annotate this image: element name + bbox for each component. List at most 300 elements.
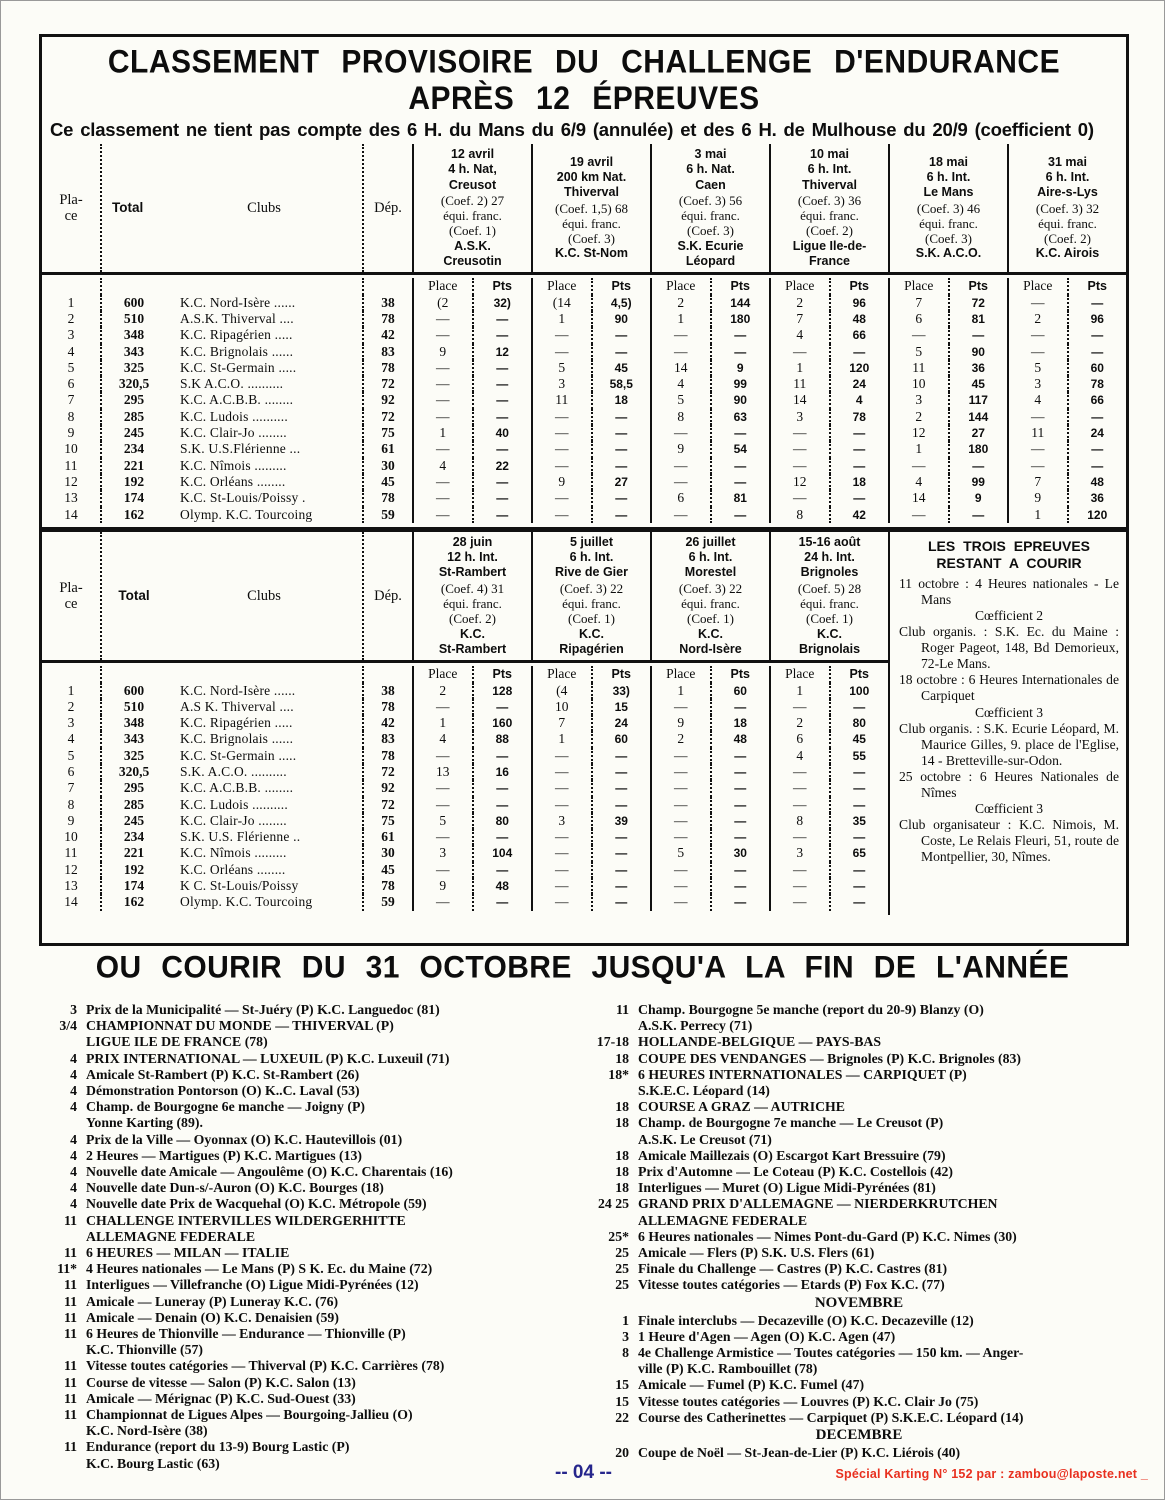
event-header <box>769 144 888 272</box>
subheader-pts-label: Pts <box>829 278 889 294</box>
rank-cell: 7 <box>67 780 75 796</box>
event-date-line: 4 h. Nat, <box>448 162 497 177</box>
event-pts-cell: — <box>710 862 770 878</box>
race-description-line: Nouvelle date Prix de Wacquehal (O) K.C. Métropole (59) <box>86 1196 427 1212</box>
event-place-cell: — <box>650 764 710 780</box>
event-date-line: 12 avril <box>450 147 495 161</box>
event-place-cell: — <box>531 878 591 894</box>
table2-header-row <box>42 532 888 663</box>
total-points-cell: 221 <box>100 845 166 861</box>
club-name-cell: K.C. Clair-Jo ........ <box>180 812 287 828</box>
race-description-line: Nouvelle date Dun-s/-Auron (O) K.C. Bourges (18) <box>86 1180 384 1196</box>
event-place-cell: — <box>412 748 472 764</box>
event-pts-cell: — <box>472 780 532 796</box>
race-date: 11 <box>615 1002 629 1017</box>
total-points-cell: 325 <box>100 748 166 764</box>
event-place-cell: 7 <box>531 715 591 731</box>
race-date: 18 <box>615 1099 629 1115</box>
event-place-cell: 4 <box>769 748 829 764</box>
event-place-cell: 1 <box>412 425 472 441</box>
club-name-cell: S.K. U.S. Flérienne .. <box>180 829 301 845</box>
total-points-cell: 162 <box>100 894 166 910</box>
race-description <box>638 1051 1133 1067</box>
event-place-cell: — <box>650 813 710 829</box>
race-description <box>638 1345 1133 1377</box>
panel-event-paragraph: 25 octobre : 6 Heures Nationales de Nîmes <box>899 768 1119 801</box>
event-place-cell: 4 <box>650 376 710 392</box>
event-place-cell: — <box>531 862 591 878</box>
race-item <box>43 1277 571 1293</box>
race-description <box>638 1394 1133 1410</box>
event-place-cell: — <box>650 748 710 764</box>
event-pts-cell: — <box>472 474 532 490</box>
race-date: 11* <box>57 1261 77 1277</box>
total-points-cell: 162 <box>100 507 166 523</box>
race-description-line: CHAMPIONNAT DU MONDE — THIVERVAL (P) <box>86 1018 394 1034</box>
club-name-cell: S.K. U.S.Flérienne ... <box>180 441 301 457</box>
event-place-cell: — <box>412 894 472 910</box>
event-place-cell: — <box>531 829 591 845</box>
event-place-cell: — <box>412 327 472 343</box>
event-place-cell: — <box>412 474 472 490</box>
rank-cell: 3 <box>67 327 75 343</box>
event-pts-cell: — <box>1067 327 1127 343</box>
event-place-cell: — <box>531 507 591 523</box>
event-place-cell: 9 <box>531 474 591 490</box>
club-name-cell: K.C. Nîmois ......... <box>180 845 287 861</box>
event-pts-cell: 40 <box>472 425 532 441</box>
race-date: 11 <box>63 1326 77 1342</box>
event-place-cell: — <box>1007 409 1067 425</box>
event-place-cell: 1 <box>412 715 472 731</box>
event-pts-cell: 60 <box>1067 360 1127 376</box>
panel-event-paragraph: 18 octobre : 6 Heures Internationales de Carpiquet <box>899 672 1119 704</box>
panel-title-line-1: LES TROIS EPREUVES <box>927 537 1091 554</box>
event-pts-cell: 128 <box>472 683 532 699</box>
race-description-line: Course de vitesse — Salon (P) K.C. Salon (13) <box>86 1374 356 1390</box>
classement-section <box>39 34 1129 946</box>
event-organizer-line: K.C. <box>579 626 604 641</box>
club-name-cell: K.C. Ludois .......... <box>180 796 288 812</box>
race-description-line: Championnat de Ligues Alpes — Bourgoing-Jallieu (O) <box>86 1407 413 1423</box>
event-coef-line: (Coef. 3) <box>925 231 972 247</box>
event-place-cell: 11 <box>531 392 591 408</box>
subheader-spacer <box>100 666 166 682</box>
panel-coefficient-line: Cœfficient 3 <box>974 801 1044 817</box>
event-place-cell: — <box>412 797 472 813</box>
event-pts-cell: — <box>472 409 532 425</box>
event-pts-cell: 160 <box>472 715 532 731</box>
race-description-line: CHALLENGE INTERVILLES WILDERGERHITTE <box>86 1212 406 1228</box>
event-place-cell: — <box>412 780 472 796</box>
event-pts-cell: — <box>472 748 532 764</box>
rank-cell: 8 <box>67 796 75 812</box>
event-pts-cell: 36 <box>1067 490 1127 506</box>
departement-cell: 30 <box>362 458 412 474</box>
race-description-line: ville (P) K.C. Rambouillet (78) <box>638 1361 818 1377</box>
event-place-cell: 2 <box>412 683 472 699</box>
rank-cell: 6 <box>67 376 75 392</box>
club-row <box>42 683 888 699</box>
event-date-line: 12 h. Int. <box>447 550 498 565</box>
event-place-cell: — <box>650 894 710 910</box>
race-description <box>638 1196 1133 1228</box>
race-item <box>585 1034 1133 1050</box>
col-header-total: Total <box>100 144 166 272</box>
race-description <box>638 1445 1133 1461</box>
race-description-line: Interligues — Villefranche (O) Ligue Midi-Pyrénées (12) <box>86 1277 419 1293</box>
event-organizer-line: K.C. St-Nom <box>555 246 628 261</box>
race-description <box>86 1213 571 1245</box>
event-place-cell: — <box>531 894 591 910</box>
departement-cell: 72 <box>362 409 412 425</box>
race-item <box>585 1377 1133 1393</box>
rank-cell: 14 <box>64 506 78 522</box>
event-header <box>531 144 650 272</box>
race-item <box>43 1148 571 1164</box>
race-item <box>585 1099 1133 1115</box>
event-pts-cell: 48 <box>710 731 770 747</box>
event-place-cell: 1 <box>1007 507 1067 523</box>
event-place-cell: 9 <box>412 878 472 894</box>
event-place-cell: 1 <box>769 360 829 376</box>
race-description <box>638 1148 1133 1164</box>
departement-cell: 72 <box>362 764 412 780</box>
club-row <box>42 360 1126 376</box>
event-place-cell: — <box>650 797 710 813</box>
event-place-cell: — <box>769 425 829 441</box>
event-pts-cell: 180 <box>710 311 770 327</box>
race-date: 4 <box>70 1164 77 1180</box>
club-name-cell: Olymp. K.C. Tourcoing <box>180 506 313 522</box>
event-coef-line: (Coef. 3) <box>687 223 734 239</box>
event-place-cell: 14 <box>650 360 710 376</box>
event-place-cell: — <box>531 425 591 441</box>
event-organizer-line: A.S.K. <box>454 238 491 253</box>
event-place-cell: 6 <box>650 490 710 506</box>
subheader-place-label: Place <box>412 278 472 294</box>
race-description-line: Prix de la Municipalité — St-Juéry (P) K.C. Languedoc (81) <box>86 1002 440 1017</box>
rank-cell: 7 <box>67 392 75 408</box>
total-points-cell: 234 <box>100 829 166 845</box>
rank-cell: 1 <box>67 294 75 310</box>
race-item <box>585 1002 1133 1034</box>
race-description <box>638 1229 1133 1245</box>
event-coef-line: (Coef. 5) 28 <box>797 580 862 596</box>
event-pts-cell: 180 <box>948 441 1008 457</box>
event-pts-cell: 100 <box>829 683 889 699</box>
total-points-cell: 192 <box>100 474 166 490</box>
event-place-cell: 2 <box>769 295 829 311</box>
event-place-cell: — <box>650 699 710 715</box>
event-header <box>650 532 769 660</box>
panel-event-paragraph: Club organisateur : K.C. Nimois, M. Coste, Le Relais Fleuri, 51, route de Montpellier, 30, Nîmes. <box>899 817 1119 865</box>
race-description-line: COURSE A GRAZ — AUTRICHE <box>638 1099 845 1115</box>
event-pts-cell: — <box>591 441 651 457</box>
event-pts-cell: 80 <box>829 715 889 731</box>
race-description-line: K.C. Thionville (57) <box>86 1342 204 1358</box>
event-place-cell: — <box>531 764 591 780</box>
rank-cell: 4 <box>67 343 75 359</box>
departement-cell: 72 <box>362 376 412 392</box>
race-description-line: K.C. Bourg Lastic (63) <box>86 1455 220 1471</box>
club-row <box>42 311 1126 327</box>
subheader-pts-label: Pts <box>710 278 770 294</box>
race-date: 25 <box>615 1277 629 1293</box>
event-pts-cell: — <box>591 894 651 910</box>
event-date-line: 6 h. Nat. <box>686 162 735 177</box>
club-row <box>42 862 888 878</box>
event-place-cell: — <box>531 441 591 457</box>
event-pts-cell: — <box>591 764 651 780</box>
event-place-cell: — <box>531 797 591 813</box>
club-row <box>42 715 888 731</box>
race-item <box>43 1018 571 1050</box>
subheader-place-label: Place <box>1007 278 1067 294</box>
total-points-cell: 221 <box>100 458 166 474</box>
event-coef-line: (Coef. 3) 46 <box>916 200 981 216</box>
departement-cell: 38 <box>362 295 412 311</box>
event-date-line: Morestel <box>684 565 737 580</box>
event-pts-cell: — <box>472 311 532 327</box>
event-place-cell: 8 <box>769 507 829 523</box>
event-coef-line: (Coef. 3) 22 <box>678 580 743 596</box>
event-coef-line: (Coef. 3) <box>568 231 615 247</box>
event-place-cell: 8 <box>769 813 829 829</box>
col-header-place-line: ce <box>64 596 78 613</box>
event-pts-cell: — <box>710 878 770 894</box>
race-date: 11 <box>63 1277 77 1293</box>
event-place-cell: — <box>531 344 591 360</box>
club-name-cell: S.K A.C.O. .......... <box>180 376 284 392</box>
subheader-pts-label: Pts <box>591 278 651 294</box>
race-date: 3 <box>622 1328 629 1344</box>
event-coef-line: (Coef. 3) 56 <box>678 192 743 208</box>
subheader-spacer <box>42 666 100 682</box>
race-description-line: Interligues — Muret (O) Ligue Midi-Pyrénées (81) <box>638 1180 936 1196</box>
race-date: 3/4 <box>59 1018 77 1034</box>
event-pts-cell: — <box>591 829 651 845</box>
event-pts-cell: — <box>591 425 651 441</box>
event-pts-cell: — <box>472 894 532 910</box>
subheader-pts-label: Pts <box>829 666 889 682</box>
event-coef-line: (Coef. 1) <box>568 611 615 627</box>
departement-cell: 45 <box>362 862 412 878</box>
event-organizer-line: S.K. A.C.O. <box>915 246 982 261</box>
event-pts-cell: — <box>829 764 889 780</box>
event-pts-cell: — <box>591 409 651 425</box>
departement-cell: 42 <box>362 715 412 731</box>
event-pts-cell: 4 <box>829 392 889 408</box>
event-pts-cell: — <box>472 490 532 506</box>
month-header: DECEMBRE <box>815 1427 903 1444</box>
race-item <box>585 1229 1133 1245</box>
event-coef-line: équi. franc. <box>562 215 621 231</box>
event-date-line: Thiverval <box>802 177 857 192</box>
event-place-cell: 4 <box>412 458 472 474</box>
race-date: 4 <box>70 1180 77 1196</box>
event-date-line: Thiverval <box>564 185 619 200</box>
race-description-line: Démonstration Pontorson (O) K..C. Laval (53) <box>86 1083 360 1099</box>
rank-cell: 4 <box>67 731 75 747</box>
event-coef-line: équi. franc. <box>1038 215 1097 231</box>
event-place-cell: — <box>769 764 829 780</box>
departement-cell: 78 <box>362 699 412 715</box>
race-date: 4 <box>70 1147 77 1163</box>
race-item <box>585 1067 1133 1099</box>
event-pts-cell: — <box>710 344 770 360</box>
race-description-line: 6 HEURES INTERNATIONALES — CARPIQUET (P) <box>638 1066 967 1082</box>
race-item <box>585 1329 1133 1345</box>
race-description-line: K.C. Nord-Isère (38) <box>86 1423 208 1439</box>
departement-cell: 61 <box>362 829 412 845</box>
panel-event-paragraph: Club organis. : S.K. Ec. du Maine : Roger Pageot, 148, Bd Demorieux, 72-Le Mans. <box>899 624 1119 672</box>
race-date: 20 <box>615 1445 629 1461</box>
club-row <box>42 295 1126 311</box>
event-pts-cell: — <box>710 327 770 343</box>
event-date-line: Aire-s-Lys <box>1037 185 1098 200</box>
event-pts-cell: — <box>710 458 770 474</box>
event-place-cell: — <box>769 458 829 474</box>
event-pts-cell: 65 <box>829 845 889 861</box>
event-place-cell: — <box>769 344 829 360</box>
event-pts-cell: 42 <box>829 507 889 523</box>
departement-cell: 30 <box>362 845 412 861</box>
event-organizer-line: Nord-Isère <box>679 641 742 656</box>
club-row <box>42 458 1126 474</box>
club-name-cell: K.C. Ripagérien ..... <box>180 327 293 343</box>
rank-cell: 9 <box>67 425 75 441</box>
total-points-cell: 325 <box>100 360 166 376</box>
race-description <box>638 1067 1133 1099</box>
event-place-cell: — <box>412 376 472 392</box>
event-coef-line: (Coef. 2) 27 <box>440 192 505 208</box>
col-header-clubs: Clubs <box>247 587 281 604</box>
page-number: -- 04 -- <box>555 1462 612 1483</box>
event-pts-cell: — <box>829 780 889 796</box>
event-pts-cell: 27 <box>948 425 1008 441</box>
event-pts-cell: — <box>829 425 889 441</box>
race-description-line: Amicale — Luneray (P) Luneray K.C. (76) <box>86 1293 339 1309</box>
club-name-cell: S.K. A.C.O. .......... <box>180 763 287 779</box>
subheader-place-label: Place <box>531 666 591 682</box>
event-pts-cell: 45 <box>948 376 1008 392</box>
race-date: 18 <box>615 1164 629 1180</box>
subheader-place-label: Place <box>650 278 710 294</box>
race-description-line: S.K.E.C. Léopard (14) <box>638 1083 770 1099</box>
race-date: 4 <box>70 1099 77 1115</box>
event-pts-cell: 81 <box>948 311 1008 327</box>
club-name-cell: K.C. Brignolais ...... <box>180 343 294 359</box>
event-place-cell: 12 <box>769 474 829 490</box>
club-name-cell: K.C. Orléans ........ <box>180 473 286 489</box>
departement-cell: 72 <box>362 797 412 813</box>
event-place-cell: 11 <box>769 376 829 392</box>
panel-coefficient-line: Cœfficient 3 <box>974 704 1044 720</box>
event-place-cell: 5 <box>650 845 710 861</box>
club-name-cell: K.C. Nîmois ......... <box>180 457 287 473</box>
event-header <box>412 532 531 660</box>
panel-coefficient-line: Cœfficient 2 <box>974 608 1044 624</box>
event-pts-cell: 9 <box>948 490 1008 506</box>
race-description <box>86 1067 571 1083</box>
race-item <box>43 1099 571 1131</box>
event-pts-cell: 144 <box>710 295 770 311</box>
event-place-cell: 3 <box>769 845 829 861</box>
table1-subheader-row <box>42 275 1126 294</box>
race-item <box>585 1115 1133 1147</box>
event-date-line: 3 mai <box>694 147 727 161</box>
total-points-cell: 320,5 <box>100 376 166 392</box>
event-place-cell: 11 <box>888 360 948 376</box>
event-pts-cell: — <box>472 862 532 878</box>
event-place-cell: — <box>650 474 710 490</box>
race-description-line: Amicale St-Rambert (P) K.C. St-Rambert (26) <box>86 1066 360 1082</box>
club-name-cell: K.C. Ripagérien ..... <box>180 715 293 731</box>
race-description <box>86 1099 571 1131</box>
race-description-line: COUPE DES VENDANGES — Brignoles (P) K.C. Brignoles (83) <box>638 1050 1022 1066</box>
event-pts-cell: 96 <box>1067 311 1127 327</box>
event-pts-cell: — <box>472 392 532 408</box>
race-description <box>638 1115 1133 1147</box>
event-pts-cell: — <box>710 780 770 796</box>
total-points-cell: 295 <box>100 780 166 796</box>
total-points-cell: 510 <box>100 311 166 327</box>
event-place-cell: 9 <box>650 715 710 731</box>
subheader-spacer <box>166 278 362 294</box>
event-pts-cell: — <box>472 829 532 845</box>
race-description-line: LIGUE ILE DE FRANCE (78) <box>86 1034 268 1050</box>
event-place-cell: — <box>412 490 472 506</box>
event-pts-cell: — <box>591 458 651 474</box>
race-description <box>86 1051 571 1067</box>
race-item <box>585 1164 1133 1180</box>
event-coef-line: équi. franc. <box>562 596 621 612</box>
total-points-cell: 245 <box>100 813 166 829</box>
subheader-pts-label: Pts <box>472 278 532 294</box>
race-item <box>585 1313 1133 1329</box>
event-coef-line: (Coef. 4) 31 <box>440 580 505 596</box>
race-description <box>86 1358 571 1374</box>
race-description-line: Amicale Maillezais (O) Escargot Kart Bressuire (79) <box>638 1147 946 1163</box>
event-pts-cell: — <box>591 797 651 813</box>
event-coef-line: équi. franc. <box>800 208 859 224</box>
race-description-line: Finale interclubs — Decazeville (O) K.C. Decazeville (12) <box>638 1312 974 1328</box>
club-name-cell: K.C. St-Louis/Poissy . <box>180 490 306 506</box>
subheader-spacer <box>166 666 362 682</box>
race-description <box>86 1018 571 1050</box>
event-place-cell: 9 <box>412 344 472 360</box>
race-description-line: 6 HEURES — MILAN — ITALIE <box>86 1245 290 1261</box>
event-pts-cell: 54 <box>710 441 770 457</box>
departement-cell: 78 <box>362 490 412 506</box>
event-pts-cell: 66 <box>829 327 889 343</box>
total-points-cell: 234 <box>100 441 166 457</box>
race-date: 4 <box>70 1196 77 1212</box>
event-place-cell: — <box>650 507 710 523</box>
race-description-line: Vitesse toutes catégories — Louvres (P) K.C. Clair Jo (75) <box>638 1393 979 1409</box>
month-header: NOVEMBRE <box>814 1294 904 1311</box>
event-organizer-line: France <box>809 254 850 269</box>
event-pts-cell: — <box>591 490 651 506</box>
race-item <box>43 1294 571 1310</box>
race-description-line: A.S.K. Le Creusot (71) <box>638 1131 772 1147</box>
club-name-cell: K.C. Brignolais ...... <box>180 731 294 747</box>
event-place-cell: — <box>412 862 472 878</box>
race-date: 17-18 <box>596 1034 629 1050</box>
event-place-cell: 7 <box>769 311 829 327</box>
event-coef-line: (Coef. 1,5) 68 <box>555 200 628 216</box>
